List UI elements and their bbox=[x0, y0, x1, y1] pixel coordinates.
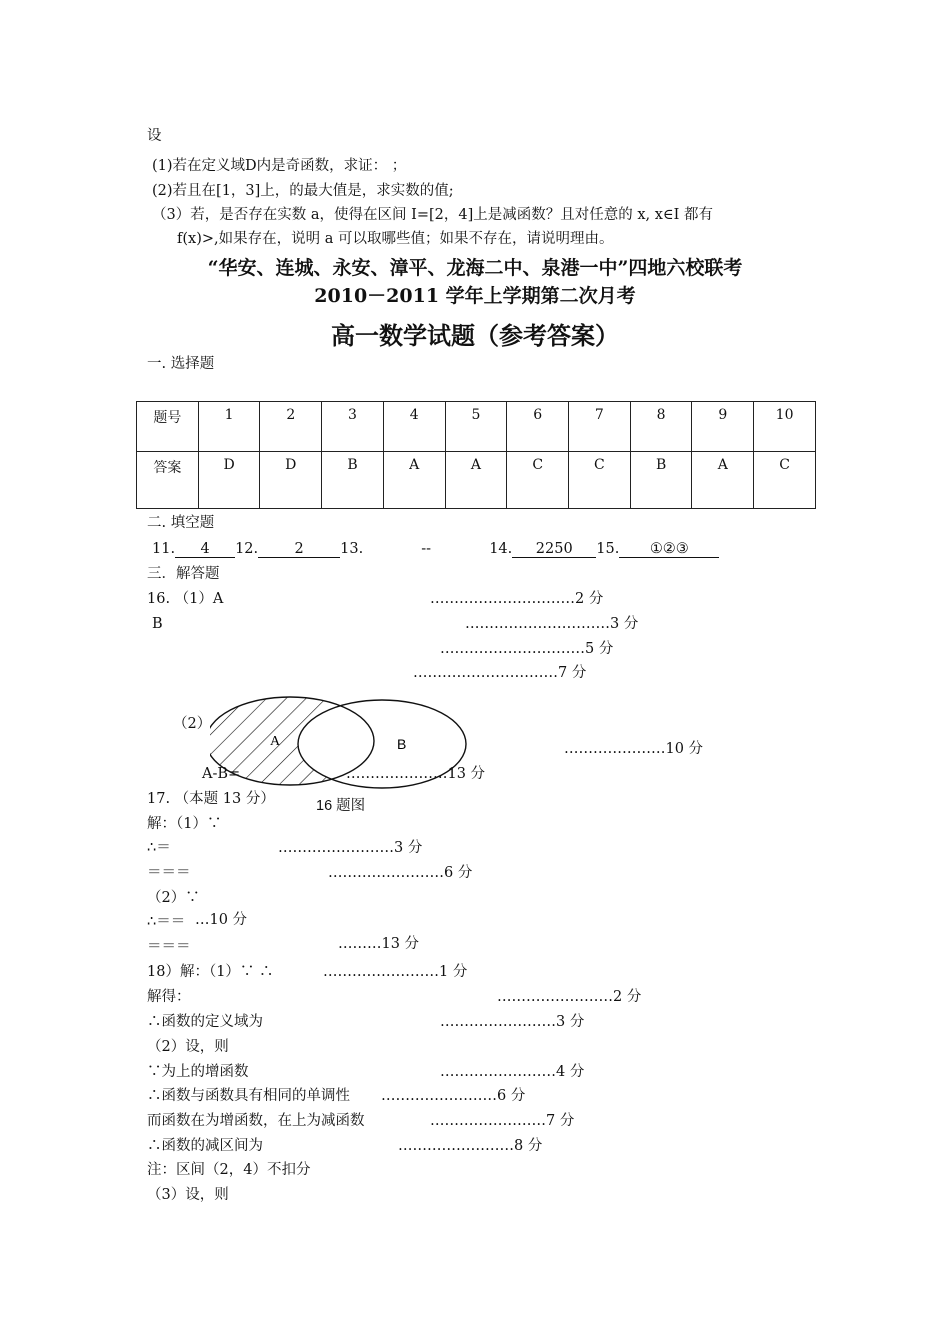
answer-cell: B bbox=[322, 452, 384, 509]
fill-answer-14: 2250 bbox=[512, 540, 596, 558]
fill-answer-12: 2 bbox=[258, 540, 340, 558]
exam-header-line2: 2010－2011 学年上学期第二次月考 bbox=[314, 285, 636, 307]
row-label-answer: 答案 bbox=[137, 452, 199, 509]
answer-cell: C bbox=[754, 452, 816, 509]
problem-q3a: （3）若，是否存在实数 a，使得在区间 I=[2，4]上是减函数？且对任意的 x, x∈I 都有 bbox=[152, 207, 713, 223]
fill-number-15: 15. bbox=[596, 541, 620, 557]
p18-note: 注：区间（2，4）不扣分 bbox=[147, 1162, 311, 1178]
answer-cell: A bbox=[692, 452, 754, 509]
p17-score-3: ……………………3 分 bbox=[278, 840, 423, 856]
p17-score-10: …10 分 bbox=[195, 912, 248, 928]
p18-score-6: ……………………6 分 bbox=[381, 1088, 526, 1104]
answer-cell: B bbox=[630, 452, 692, 509]
answer-cell: C bbox=[569, 452, 631, 509]
fill-answers-line bbox=[152, 540, 719, 558]
p17-line2: ∴＝ bbox=[147, 840, 171, 856]
fill-number-14: 14. bbox=[489, 541, 513, 557]
section-choice-label: 一. 选择题 bbox=[147, 356, 215, 372]
p16-score-13: …………………13 分 bbox=[346, 766, 486, 782]
p17-line3: ＝＝＝ bbox=[147, 865, 191, 881]
p17-line4: （2）∵ bbox=[147, 890, 200, 906]
question-number: 1 bbox=[198, 402, 260, 452]
p18-score-7: ……………………7 分 bbox=[430, 1113, 575, 1129]
problem-q1: (1)若在定义域D内是奇函数，求证： ； bbox=[152, 158, 407, 174]
answer-table bbox=[136, 401, 816, 509]
fill-answer-11: 4 bbox=[175, 540, 235, 558]
p18-line6: ∴函数与函数具有相同的单调性 bbox=[147, 1088, 350, 1104]
section-fill-label: 二. 填空题 bbox=[147, 515, 215, 531]
p18-line1: 18）解：（1）∵ ∴ bbox=[147, 964, 274, 980]
p18-line3: ∴函数的定义域为 bbox=[147, 1014, 263, 1030]
p17-score-6: ……………………6 分 bbox=[328, 865, 473, 881]
table-row bbox=[137, 452, 816, 509]
p16-score-7: …………………………7 分 bbox=[413, 665, 587, 681]
answer-cell: D bbox=[198, 452, 260, 509]
exam-header-line1: “华安、连城、永安、漳平、龙海二中、泉港一中”四地六校联考 bbox=[207, 257, 743, 279]
p16-part2-label: （2） bbox=[173, 716, 212, 732]
fill-number-13: 13. bbox=[340, 541, 364, 557]
p16-a-minus-b: A-B= bbox=[202, 766, 241, 782]
problem-intro: 设 bbox=[147, 128, 162, 144]
question-number: 6 bbox=[507, 402, 569, 452]
question-number: 4 bbox=[383, 402, 445, 452]
p16-score-2: …………………………2 分 bbox=[430, 591, 604, 607]
exam-title: 高一数学试题（参考答案） bbox=[331, 321, 619, 350]
question-number: 7 bbox=[569, 402, 631, 452]
p16-score-5: …………………………5 分 bbox=[440, 641, 614, 657]
p18-score-4: ……………………4 分 bbox=[440, 1064, 585, 1080]
answer-cell: D bbox=[260, 452, 322, 509]
p17-score-13: ………13 分 bbox=[338, 936, 420, 952]
p18-score-1: ……………………1 分 bbox=[323, 964, 468, 980]
p16-score-3: …………………………3 分 bbox=[465, 616, 639, 632]
p18-score-2: ……………………2 分 bbox=[497, 989, 642, 1005]
p18-score-3: ……………………3 分 bbox=[440, 1014, 585, 1030]
section-solve-label: 三．解答题 bbox=[147, 566, 220, 582]
answer-cell: C bbox=[507, 452, 569, 509]
p17-head: 17. （本题 13 分） bbox=[147, 791, 275, 807]
question-number: 9 bbox=[692, 402, 754, 452]
fill-answer-13: -- bbox=[421, 541, 432, 557]
fill-number-11: 11. bbox=[152, 541, 176, 557]
venn-label-a: A bbox=[270, 734, 281, 749]
answer-cell: A bbox=[383, 452, 445, 509]
row-label-number: 题号 bbox=[137, 402, 199, 452]
p16-score-10: …………………10 分 bbox=[564, 741, 704, 757]
venn-label-b: B bbox=[397, 736, 407, 752]
question-number: 2 bbox=[260, 402, 322, 452]
answer-cell: A bbox=[445, 452, 507, 509]
p17-line6: ＝＝＝ bbox=[147, 939, 191, 955]
p18-line5: ∵为上的增函数 bbox=[147, 1064, 249, 1080]
p16-line2: B bbox=[152, 616, 163, 632]
p18-line8: ∴函数的减区间为 bbox=[147, 1138, 263, 1154]
fill-answer-15: ①②③ bbox=[619, 540, 719, 558]
fill-number-12: 12. bbox=[235, 541, 259, 557]
p16-figure-caption: 16 题图 bbox=[316, 798, 366, 814]
table-row bbox=[137, 402, 816, 452]
p18-line7: 而函数在为增函数，在上为减函数 bbox=[147, 1113, 365, 1129]
p17-line5: ∴＝＝ bbox=[147, 914, 186, 930]
question-number: 8 bbox=[630, 402, 692, 452]
question-number: 5 bbox=[445, 402, 507, 452]
p18-line10: （3）设，则 bbox=[147, 1187, 229, 1203]
problem-q2: (2)若且在[1，3]上，的最大值是，求实数的值; bbox=[152, 183, 454, 199]
p18-line4: （2）设，则 bbox=[147, 1039, 229, 1055]
problem-q3b: f(x)>,如果存在，说明 a 可以取哪些值；如果不存在，请说明理由。 bbox=[177, 231, 614, 247]
question-number: 10 bbox=[754, 402, 816, 452]
p18-score-8: ……………………8 分 bbox=[398, 1138, 543, 1154]
p17-line1: 解：（1）∵ bbox=[147, 816, 222, 832]
p18-line2: 解得： bbox=[147, 989, 191, 1005]
p16-line1: 16. （1）A bbox=[147, 591, 224, 607]
question-number: 3 bbox=[322, 402, 384, 452]
